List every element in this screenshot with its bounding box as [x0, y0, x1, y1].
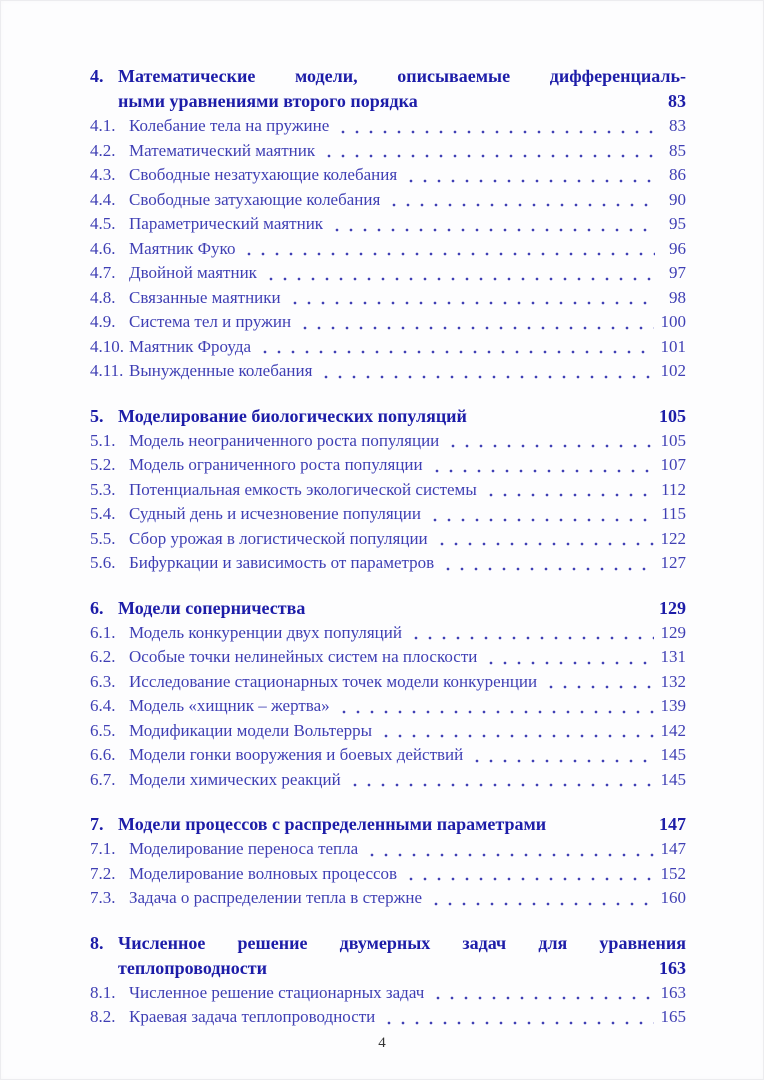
entry-title: Сбор урожая в логистической популяции — [129, 528, 428, 548]
entry-page-number: 132 — [660, 671, 686, 691]
entry-page-number: 147 — [660, 839, 686, 858]
entry-page-number: 90 — [669, 189, 686, 209]
section-page-number: 163 — [659, 957, 686, 978]
entry-title: Модель «хищник – жертва» — [129, 696, 330, 715]
section-page-number: 129 — [659, 597, 686, 618]
entry-title: Двойной маятник — [129, 263, 257, 282]
entry-title: Судный день и исчезновение популяции — [129, 504, 421, 523]
entry-page-number: 122 — [660, 528, 686, 548]
dot-leader — [431, 981, 653, 1006]
dot-leader — [322, 139, 655, 164]
dot-leader — [319, 359, 653, 384]
entry-title: Моделирование переноса тепла — [129, 839, 359, 858]
dot-leader — [387, 188, 655, 213]
entry-number: 5.5. — [90, 528, 116, 548]
entry-number: 5.6. — [90, 553, 116, 572]
entry-page-number: 105 — [660, 430, 686, 450]
dot-leader — [435, 527, 654, 552]
dot-leader — [348, 768, 654, 793]
section-title: ными уравнениями второго порядка — [118, 91, 418, 111]
toc-entry — [90, 743, 686, 768]
section-title: Моделирование биологических популяций — [118, 405, 467, 426]
entry-page-number: 107 — [660, 455, 686, 474]
section-title: Математические модели, описываемые дифференциаль- — [118, 66, 686, 86]
section-number: 7. — [90, 814, 104, 834]
dot-leader — [365, 837, 653, 862]
entry-page-number: 98 — [669, 287, 686, 307]
dot-leader — [484, 645, 653, 670]
dot-leader — [429, 886, 654, 911]
toc-section — [90, 812, 686, 911]
dot-leader — [430, 453, 654, 478]
entry-title: Модели гонки вооружения и боевых действий — [129, 745, 464, 764]
section-number: 6. — [90, 597, 104, 618]
section-heading-line — [90, 596, 686, 621]
table-of-contents — [90, 64, 686, 1030]
entry-number: 6.4. — [90, 696, 116, 715]
section-page-number: 105 — [659, 405, 686, 426]
toc-section — [90, 404, 686, 576]
dot-leader — [288, 286, 655, 311]
section-heading-line — [90, 956, 686, 981]
entry-number: 4.8. — [90, 287, 116, 307]
toc-entry — [90, 286, 686, 311]
entry-page-number: 115 — [661, 504, 686, 523]
section-number: 4. — [90, 66, 104, 86]
entry-page-number: 101 — [660, 336, 686, 356]
toc-entry — [90, 188, 686, 213]
heading-spacer — [305, 596, 659, 621]
toc-entry — [90, 359, 686, 384]
section-heading-line — [90, 404, 686, 429]
toc-entry — [90, 502, 686, 527]
section-title: Численное решение двумерных задач для уравнения — [118, 932, 686, 953]
entry-title: Бифуркации и зависимость от параметров — [129, 553, 435, 572]
dot-leader — [264, 261, 655, 286]
entry-number: 7.2. — [90, 863, 116, 883]
toc-entry — [90, 212, 686, 237]
dot-leader — [404, 862, 653, 887]
dot-leader — [242, 237, 655, 262]
entry-page-number: 163 — [660, 982, 686, 1002]
heading-spacer — [546, 812, 659, 837]
section-title: Модели соперничества — [118, 597, 306, 618]
entry-title: Краевая задача теплопроводности — [129, 1007, 376, 1026]
entry-page-number: 160 — [660, 888, 686, 907]
section-heading-line — [90, 64, 686, 89]
entry-number: 4.10. — [90, 336, 124, 356]
section-title: Модели процессов с распределенными параметрами — [118, 814, 547, 834]
entry-page-number: 96 — [669, 238, 686, 258]
toc-entry — [90, 429, 686, 454]
toc-entry — [90, 261, 686, 286]
toc-entry — [90, 670, 686, 695]
toc-entry — [90, 551, 686, 576]
entry-title: Модель неограниченного роста популяции — [129, 430, 440, 450]
toc-section — [90, 596, 686, 793]
toc-entry — [90, 237, 686, 262]
entry-page-number: 165 — [660, 1007, 686, 1026]
toc-section — [90, 64, 686, 384]
entry-page-number: 139 — [660, 696, 686, 715]
entry-number: 4.6. — [90, 238, 116, 258]
entry-title: Параметрический маятник — [129, 214, 324, 233]
entry-title: Математический маятник — [129, 140, 316, 160]
toc-entry — [90, 1005, 686, 1030]
heading-spacer — [418, 89, 668, 114]
entry-number: 4.5. — [90, 214, 116, 233]
entry-title: Особые точки нелинейных систем на плоскости — [129, 647, 478, 666]
entry-number: 8.2. — [90, 1007, 116, 1026]
entry-page-number: 145 — [660, 769, 686, 789]
section-number: 8. — [90, 932, 104, 953]
entry-title: Маятник Фуко — [129, 238, 236, 258]
toc-sections — [90, 64, 686, 1030]
toc-entry — [90, 886, 686, 911]
entry-title: Численное решение стационарных задач — [129, 982, 425, 1002]
dot-leader — [484, 478, 654, 503]
entry-number: 6.6. — [90, 745, 116, 764]
entry-title: Моделирование волновых процессов — [129, 863, 398, 883]
entry-title: Модель конкуренции двух популяций — [129, 622, 402, 642]
entry-page-number: 100 — [660, 312, 686, 331]
entry-page-number: 127 — [660, 553, 686, 572]
entry-title: Модификации модели Вольтерры — [129, 720, 373, 740]
entry-page-number: 97 — [669, 263, 686, 282]
toc-entry — [90, 694, 686, 719]
entry-number: 7.1. — [90, 839, 116, 858]
toc-entry — [90, 837, 686, 862]
dot-leader — [330, 212, 655, 237]
dot-leader — [470, 743, 653, 768]
entry-number: 6.2. — [90, 647, 116, 666]
dot-leader — [298, 310, 653, 335]
entry-number: 8.1. — [90, 982, 116, 1002]
section-heading-line — [90, 89, 686, 114]
entry-page-number: 95 — [669, 214, 686, 233]
entry-title: Потенциальная емкость экологической системы — [129, 479, 477, 499]
entry-title: Модель ограниченного роста популяции — [129, 455, 423, 474]
toc-section — [90, 931, 686, 1030]
entry-page-number: 112 — [661, 479, 686, 499]
dot-leader — [409, 621, 654, 646]
entry-title: Свободные незатухающие колебания — [129, 165, 398, 184]
entry-title: Маятник Фроуда — [129, 336, 252, 356]
toc-entry — [90, 310, 686, 335]
dot-leader — [544, 670, 653, 695]
entry-page-number: 131 — [660, 647, 686, 666]
heading-spacer — [267, 956, 659, 981]
entry-page-number: 85 — [669, 140, 686, 160]
entry-number: 5.4. — [90, 504, 116, 523]
toc-entry — [90, 527, 686, 552]
entry-title: Исследование стационарных точек модели конкуренции — [129, 671, 538, 691]
entry-number: 4.4. — [90, 189, 116, 209]
toc-entry — [90, 719, 686, 744]
entry-page-number: 129 — [660, 622, 686, 642]
dot-leader — [428, 502, 654, 527]
toc-entry — [90, 862, 686, 887]
entry-title: Связанные маятники — [129, 287, 281, 307]
entry-number: 6.1. — [90, 622, 116, 642]
entry-number: 5.3. — [90, 479, 116, 499]
entry-title: Вынужденные колебания — [129, 361, 313, 380]
entry-title: Колебание тела на пружине — [129, 116, 330, 135]
toc-entry — [90, 478, 686, 503]
entry-title: Модели химических реакций — [129, 769, 341, 789]
toc-entry — [90, 163, 686, 188]
entry-page-number: 102 — [660, 361, 686, 380]
entry-number: 6.7. — [90, 769, 116, 789]
toc-entry — [90, 768, 686, 793]
entry-number: 6.3. — [90, 671, 116, 691]
section-page-number: 83 — [668, 91, 686, 111]
entry-number: 4.2. — [90, 140, 116, 160]
entry-number: 4.11. — [90, 361, 124, 380]
entry-number: 7.3. — [90, 888, 116, 907]
dot-leader — [404, 163, 655, 188]
entry-page-number: 83 — [669, 116, 686, 135]
toc-entry — [90, 621, 686, 646]
toc-entry — [90, 645, 686, 670]
entry-number: 5.2. — [90, 455, 116, 474]
dot-leader — [379, 719, 653, 744]
section-number: 5. — [90, 405, 104, 426]
section-page-number: 147 — [659, 814, 686, 834]
dot-leader — [258, 335, 653, 360]
page-number: 4 — [378, 1035, 386, 1051]
entry-number: 6.5. — [90, 720, 116, 740]
entry-title: Задача о распределении тепла в стержне — [129, 888, 422, 907]
dot-leader — [441, 551, 653, 576]
entry-page-number: 142 — [660, 720, 686, 740]
toc-entry — [90, 139, 686, 164]
entry-title: Свободные затухающие колебания — [129, 189, 381, 209]
entry-number: 5.1. — [90, 430, 116, 450]
section-heading-line — [90, 931, 686, 956]
toc-entry — [90, 981, 686, 1006]
entry-number: 4.9. — [90, 312, 116, 331]
entry-page-number: 86 — [669, 165, 686, 184]
dot-leader — [336, 114, 655, 139]
entry-number: 4.1. — [90, 116, 116, 135]
section-title: теплопроводности — [118, 957, 267, 978]
toc-entry — [90, 114, 686, 139]
dot-leader — [337, 694, 654, 719]
entry-number: 4.7. — [90, 263, 116, 282]
entry-page-number: 145 — [660, 745, 686, 764]
toc-entry — [90, 335, 686, 360]
entry-title: Система тел и пружин — [129, 312, 292, 331]
entry-page-number: 152 — [660, 863, 686, 883]
dot-leader — [382, 1005, 653, 1030]
toc-entry — [90, 453, 686, 478]
entry-number: 4.3. — [90, 165, 116, 184]
heading-spacer — [467, 404, 659, 429]
section-heading-line — [90, 812, 686, 837]
dot-leader — [446, 429, 653, 454]
